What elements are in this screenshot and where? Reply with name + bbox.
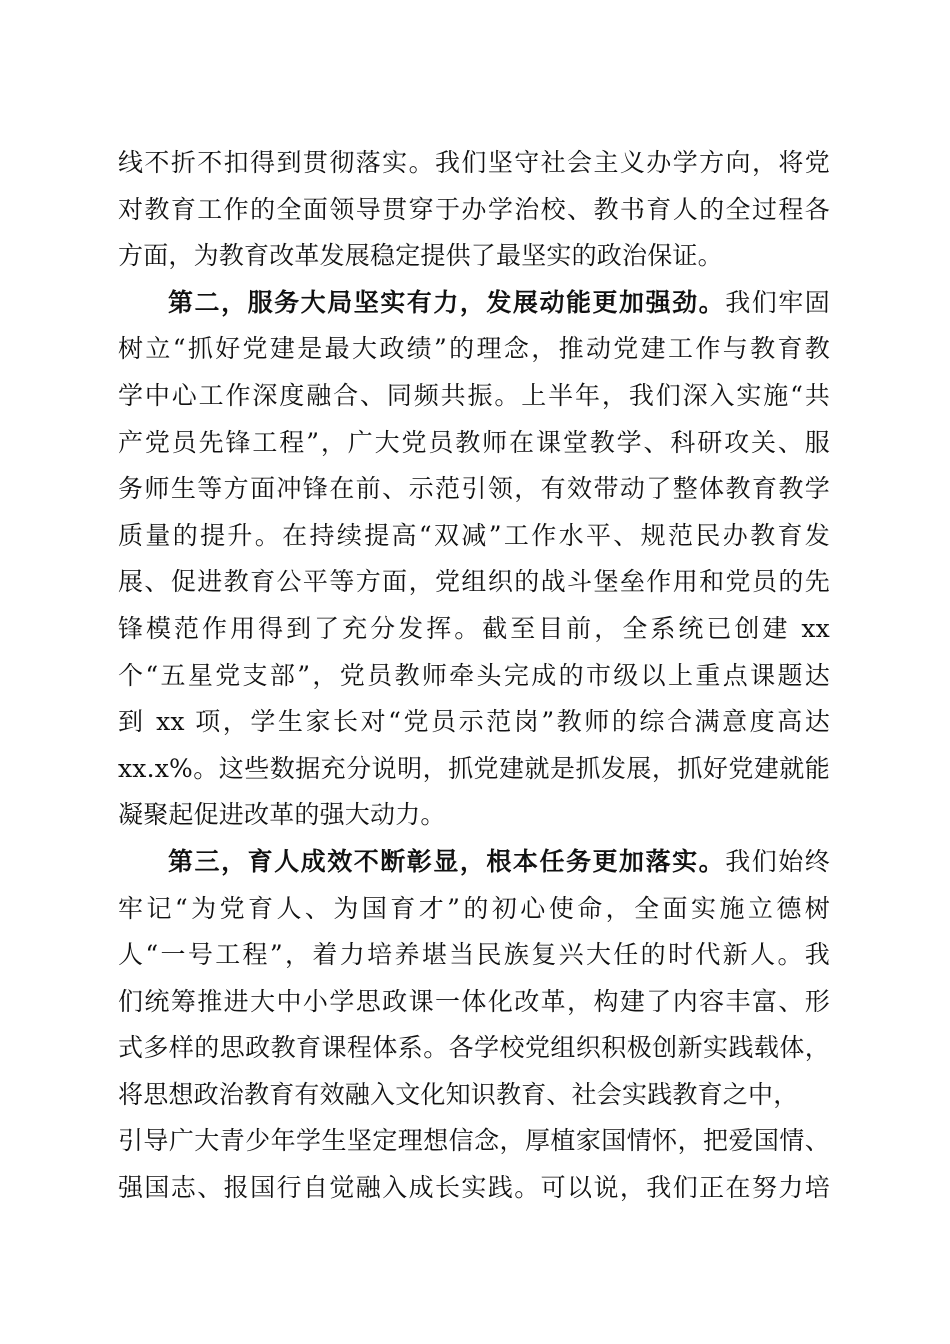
paragraph-2 xyxy=(118,280,830,839)
paragraph-3 xyxy=(118,839,830,1212)
paragraph-heading: 第二，服务大局坚实有力，发展动能更加强劲。 xyxy=(168,287,726,317)
text-line: 锋模范作用得到了充分发挥。截至目前，全系统已创建 xx xyxy=(118,613,830,643)
text-run: 我们牢固 xyxy=(725,287,831,317)
text-line: 对教育工作的全面领导贯穿于办学治校、教书育人的全过程各 xyxy=(118,194,830,224)
text-line: 强国志、报国行自觉融入成长实践。可以说，我们正在努力培 xyxy=(118,1173,830,1203)
text-line: 式多样的思政教育课程体系。各学校党组织积极创新实践载体， xyxy=(118,1033,830,1063)
text-line: xx.x%。这些数据充分说明，抓党建就是抓发展，抓好党建就能 xyxy=(118,753,830,783)
text-line: 展、促进教育公平等方面，党组织的战斗堡垒作用和党员的先 xyxy=(118,567,830,597)
text-line: 树立“抓好党建是最大政绩”的理念，推动党建工作与教育教 xyxy=(118,334,830,364)
text-run: 我们始终 xyxy=(725,846,831,876)
text-line: 到 xx 项，学生家长对“党员示范岗”教师的综合满意度高达 xyxy=(118,707,830,737)
text-line: 凝聚起促进改革的强大动力。 xyxy=(118,800,446,830)
document-body xyxy=(118,140,830,1212)
text-line: 质量的提升。在持续提高“双减”工作水平、规范民办教育发 xyxy=(118,520,830,550)
text-line: 牢记“为党育人、为国育才”的初心使命，全面实施立德树 xyxy=(118,893,830,923)
paragraph-1 xyxy=(118,140,830,280)
text-line xyxy=(118,839,830,886)
text-line: 引导广大青少年学生坚定理想信念，厚植家国情怀，把爱国情、 xyxy=(118,1126,830,1156)
text-line: 学中心工作深度融合、同频共振。上半年，我们深入实施“共 xyxy=(118,380,830,410)
text-line xyxy=(118,280,830,327)
text-line: 人“一号工程”，着力培养堪当民族复兴大任的时代新人。我 xyxy=(118,940,830,970)
text-line: 方面，为教育改革发展稳定提供了最坚实的政治保证。 xyxy=(118,241,723,271)
text-line: 产党员先锋工程”，广大党员教师在课堂教学、科研攻关、服 xyxy=(118,427,830,457)
text-line: 将思想政治教育有效融入文化知识教育、社会实践教育之中， xyxy=(118,1079,799,1109)
text-line: 线不折不扣得到贯彻落实。我们坚守社会主义办学方向，将党 xyxy=(118,148,830,177)
paragraph-heading: 第三，育人成效不断彰显，根本任务更加落实。 xyxy=(168,846,726,876)
text-line: 务师生等方面冲锋在前、示范引领，有效带动了整体教育教学 xyxy=(118,474,830,504)
text-line: 们统筹推进大中小学思政课一体化改革，构建了内容丰富、形 xyxy=(118,986,830,1016)
text-line: 个“五星党支部”，党员教师牵头完成的市级以上重点课题达 xyxy=(118,660,830,690)
